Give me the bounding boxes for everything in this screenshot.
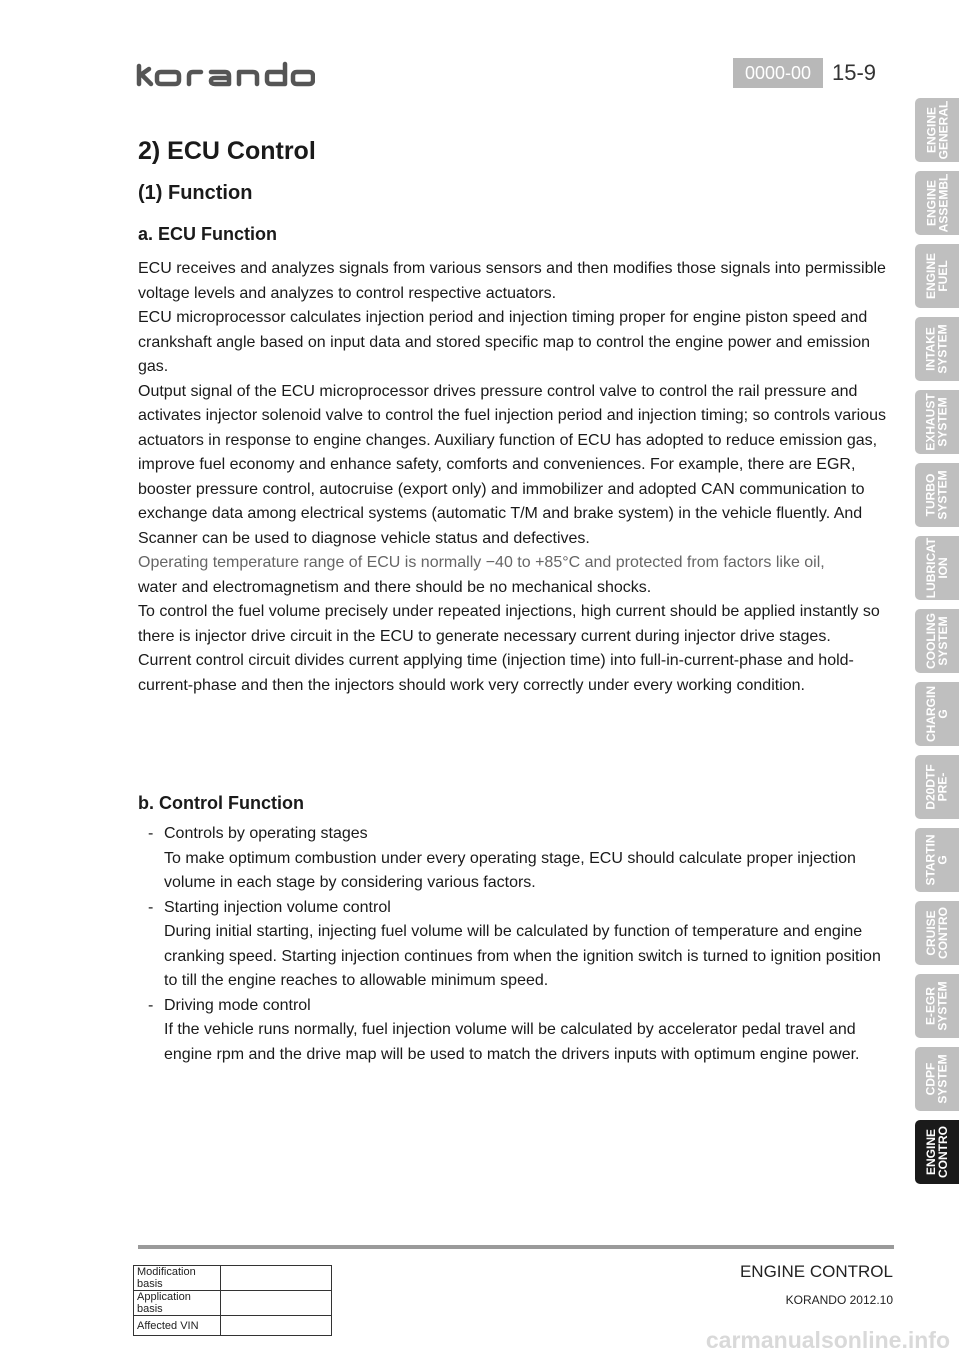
tab-turbo-system[interactable] — [915, 463, 959, 527]
tab-exhaust-system[interactable] — [915, 390, 959, 454]
paragraph: ECU receives and analyzes signals from various sensors and then modifies those signals into permissible voltage levels and analyzes to control respective actuators. — [138, 260, 886, 302]
tab-label: E-EGR SYSTEM — [924, 981, 950, 1031]
footer-divider — [138, 1245, 894, 1249]
item-title: Starting injection volume control — [164, 898, 391, 916]
section-title: 2) ECU Control — [138, 137, 316, 165]
dash-marker: - — [148, 825, 154, 842]
item-text: During initial starting, injecting fuel volume will be calculated by function of temperature and engine cranking speed. Starting injection continues from when the ignition switch is turned to ignition position to till the engine reaches to allowable minimum speed. — [164, 923, 881, 989]
table-row — [134, 1266, 332, 1291]
paragraph: Operating temperature range of ECU is normally −40 to +85°C and protected from factors like oil, — [138, 554, 825, 571]
tab-starting[interactable] — [915, 828, 959, 892]
table-row — [134, 1316, 332, 1336]
tab-label: CHARGIN G — [924, 686, 950, 742]
ecu-function-body — [138, 257, 886, 698]
tab-e-egr-system[interactable] — [915, 974, 959, 1038]
list-item — [138, 822, 886, 896]
application-basis-label: Application basis — [134, 1291, 221, 1316]
item-text: To make optimum combustion under every operating stage, ECU should calculate proper injection volume in each stage by considering various factors. — [164, 849, 856, 891]
tab-label: TURBO SYSTEM — [924, 470, 950, 520]
modification-basis-label: Modification basis — [134, 1266, 221, 1291]
tab-cruise-control[interactable] — [915, 901, 959, 965]
korando-logo — [135, 60, 315, 90]
affected-vin-label: Affected VIN — [134, 1316, 221, 1336]
affected-vin-value — [221, 1316, 332, 1336]
control-function-heading: b. Control Function — [138, 793, 304, 813]
paragraph: water and electromagnetism and there should be no mechanical shocks. — [138, 578, 652, 596]
table-row — [134, 1291, 332, 1316]
tab-label: D20DTF PRE- — [924, 764, 950, 810]
watermark: carmanualsonline.info — [705, 1327, 950, 1353]
control-list — [138, 822, 886, 1067]
tab-label: CRUISE CONTRO — [924, 907, 950, 959]
page-number: 15-9 — [832, 60, 877, 85]
footer-chapter-title: ENGINE CONTROL — [739, 1262, 893, 1281]
dash-marker: - — [148, 898, 154, 916]
tab-charging[interactable] — [915, 682, 959, 746]
dash-marker: - — [148, 996, 154, 1014]
footer-model: KORANDO 2012.10 — [785, 1293, 893, 1307]
modification-basis-value — [221, 1266, 332, 1291]
list-item — [138, 994, 886, 1068]
tab-lubrication[interactable] — [915, 536, 959, 600]
section-code-badge: 0000-00 — [733, 58, 823, 88]
main-content — [138, 130, 886, 1067]
paragraph: To control the fuel volume precisely under repeated injections, high current should be applied instantly so there is injector drive circuit in the ECU to generate necessary current during injector drive stages. Current control circuit divides current applying time (injection time) into full-in-current-phase and hold-current-phase and then the injectors should work very correctly under every working condition. — [138, 603, 880, 694]
ecu-function-heading: a. ECU Function — [138, 224, 277, 244]
tab-label: LUBRICAT ION — [924, 537, 950, 599]
tab-engine-control[interactable] — [915, 1120, 959, 1184]
tab-label: EXHAUST SYSTEM — [924, 393, 950, 451]
tab-label: ENGINE CONTRO — [924, 1126, 950, 1178]
tab-label: ENGINE GENERAL — [924, 100, 951, 160]
paragraph: ECU microprocessor calculates injection period and injection timing proper for engine piston speed and crankshaft angle based on input data and stored specific map to control the engine power and emission gas. — [138, 309, 871, 375]
tab-label: STARTIN G — [924, 834, 951, 886]
tab-d20dtf-pre[interactable] — [915, 755, 959, 819]
subsection-title: (1) Function — [138, 182, 253, 204]
tab-engine-general[interactable] — [915, 98, 959, 162]
tab-engine-assembly[interactable] — [915, 171, 959, 235]
tab-cdpf-system[interactable] — [915, 1047, 959, 1111]
tab-label: ENGINE FUEL — [924, 252, 951, 300]
tab-label: ENGINE ASSEMBL — [924, 173, 951, 233]
application-basis-value — [221, 1291, 332, 1316]
tab-cooling-system[interactable] — [915, 609, 959, 673]
tab-label: COOLING SYSTEM — [924, 613, 950, 669]
paragraph: Output signal of the ECU microprocessor drives pressure control valve to control the rail pressure and activates injector solenoid valve to control the fuel injection period and injection timing; so controls various actuators in response to engine changes. Auxiliary function of ECU has adopted to reduce emission gas, improve fuel economy and enhance safety, comforts and conveniences. For example, there are EGR, booster pressure control, autocruise (export only) and immobilizer and adopted CAN communication to exchange data among electrical systems (automatic T/M and brake system) in the vehicle fluently. And Scanner can be used to diagnose vehicle status and defectives. — [138, 382, 886, 547]
list-item — [138, 896, 886, 994]
item-title: Controls by operating stages — [164, 825, 368, 842]
tab-label: CDPF SYSTEM — [924, 1054, 950, 1104]
tab-engine-fuel[interactable] — [915, 244, 959, 308]
tab-label: INTAKE SYSTEM — [924, 324, 950, 374]
item-text: If the vehicle runs normally, fuel injection volume will be calculated by accelerator pedal travel and engine rpm and the drive map will be used to match the drivers inputs with optimum engine power. — [164, 1021, 860, 1063]
tab-intake-system[interactable] — [915, 317, 959, 381]
modification-table — [133, 1265, 332, 1336]
item-title: Driving mode control — [164, 996, 311, 1014]
